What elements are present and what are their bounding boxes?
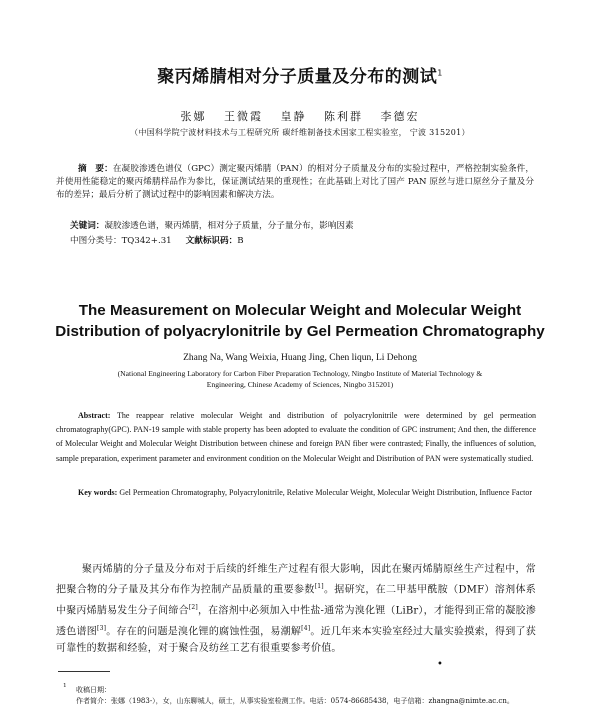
- english-abstract: [56, 409, 536, 466]
- author-cn-5: 李德宏: [380, 110, 420, 123]
- author-cn-4: 陈利群: [324, 110, 363, 123]
- body-segment-5: 。近几年来本实验室经过大量实验摸索，得到了获可靠性的数据和经验，对于聚合及纺丝工艺有很重要参考价值。: [56, 625, 536, 655]
- chinese-authors: [0, 108, 600, 124]
- chinese-abstract-label: 摘 要：: [78, 164, 113, 174]
- english-title-line-1: The Measurement on Molecular Weight and Molecular Weight: [78, 302, 522, 319]
- english-title-line-2: Distribution of polyacrylonitrile by Gel Permeation Chromatography: [55, 323, 545, 340]
- chinese-keywords-text: 凝胶渗透色谱，聚丙烯腈，相对分子质量，分子量分布，影响因素: [104, 221, 354, 231]
- clc-number: TQ342+.31: [121, 236, 172, 246]
- footnote-marker: 1: [63, 683, 67, 689]
- footnote-author-bio: 作者简介：张娜（1983-），女，山东聊城人，硕士，从事实验室检测工作。电话：0574-86685438，电子信箱：zhangna@nimte.ac.cn。: [76, 697, 514, 705]
- english-keywords-label: Key words:: [78, 488, 118, 497]
- english-affiliation: [70, 368, 530, 390]
- body-segment-4: 。存在的问题是溴化锂的腐蚀性强，易潮解: [106, 625, 302, 637]
- chinese-affiliation: （中国科学院宁波材料技术与工程研究所 碳纤维制备技术国家工程实验室， 宁波 315201）: [130, 128, 470, 137]
- chinese-abstract: [56, 163, 534, 202]
- chinese-classification: [70, 234, 244, 246]
- english-authors: Zhang Na, Wang Weixia, Huang Jing, Chen liqun, Li Dehong: [183, 353, 417, 363]
- footnote-received: 收稿日期：: [76, 686, 111, 694]
- citation-4: [4]: [301, 624, 311, 632]
- clc-label: 中图分类号：: [70, 236, 122, 246]
- chinese-title: [0, 62, 600, 87]
- citation-2: [2]: [188, 603, 198, 611]
- chinese-abstract-text: 在凝胶渗透色谱仪（GPC）测定聚丙烯腈（PAN）的相对分子质量及分布的实验过程中，严格控制实验条件，并使用性能稳定的聚丙烯腈样品作为参比，保证测试结果的重现性；在此基础上对比了国产 PAN 原丝与进口原丝分子量及分布的差异；最后分析了测试过程中的影响因素和解决方法。: [56, 164, 534, 200]
- doc-code: B: [237, 236, 244, 246]
- citation-1: [1]: [314, 583, 324, 591]
- footnote: [76, 685, 546, 707]
- footnote-divider: [58, 671, 110, 672]
- title-footnote-mark: 1: [437, 68, 443, 78]
- english-affiliation-line-2: Engineering, Chinese Academy of Sciences, Ningbo 315201): [206, 380, 394, 389]
- english-keywords: [56, 486, 536, 500]
- chinese-title-text: 聚丙烯腈相对分子质量及分布的测试: [157, 67, 438, 87]
- body-segment-2: 。据研究，在二甲基甲酰胺（DMF）溶剂体系中聚丙烯腈易发生分子间缔合: [56, 584, 536, 617]
- body-segment-3: ，在溶剂中必须加入中性盐-通常为溴化锂（LiBr），才能得到正常的凝胶渗透色谱图: [56, 605, 536, 637]
- body-segment-1: 聚丙烯腈的分子量及分布对于后续的纤维生产过程有很大影响，因此在聚丙烯腈原丝生产过程中，常把聚合物的分子量及其分布作为控制产品质量的重要参数: [56, 564, 536, 596]
- english-title: [0, 300, 600, 342]
- english-abstract-label: Abstract:: [78, 411, 111, 420]
- doc-code-label: 文献标识码：: [185, 236, 238, 246]
- english-keywords-text: Gel Permeation Chromatography, Polyacrylonitrile, Relative Molecular Weight, Molecular Weight Distribution, Influence Factor: [119, 488, 533, 497]
- chinese-keywords: [70, 219, 354, 231]
- english-affiliation-line-1: (National Engineering Laboratory for Carbon Fiber Preparation Technology, Ningbo Institute of Material Technology &: [117, 369, 483, 378]
- stray-dot: •: [437, 659, 443, 670]
- author-cn-1: 张娜: [180, 110, 207, 123]
- author-cn-3: 皇静: [280, 110, 307, 123]
- author-cn-2: 王微霞: [224, 110, 263, 123]
- citation-3: [3]: [97, 624, 107, 632]
- introduction-paragraph: [56, 561, 536, 657]
- english-abstract-text: The reappear relative molecular Weight and distribution of polyacrylonitrile were determined by gel permeation chromatography(GPC). PAN-19 sample with stable property has been adopted to evaluate the condition of GPC instrument; And then, the difference of Molecular Weight and Molecular Weight Distribution between chinese and foreign PAN fiber were contrasted; Finally, the influences of solution, sample preparation, experiment parameter and environment condition on the Molecular Weight and Distribution of PAN were systematically studied.: [56, 411, 537, 463]
- chinese-keywords-label: 关键词：: [70, 221, 105, 231]
